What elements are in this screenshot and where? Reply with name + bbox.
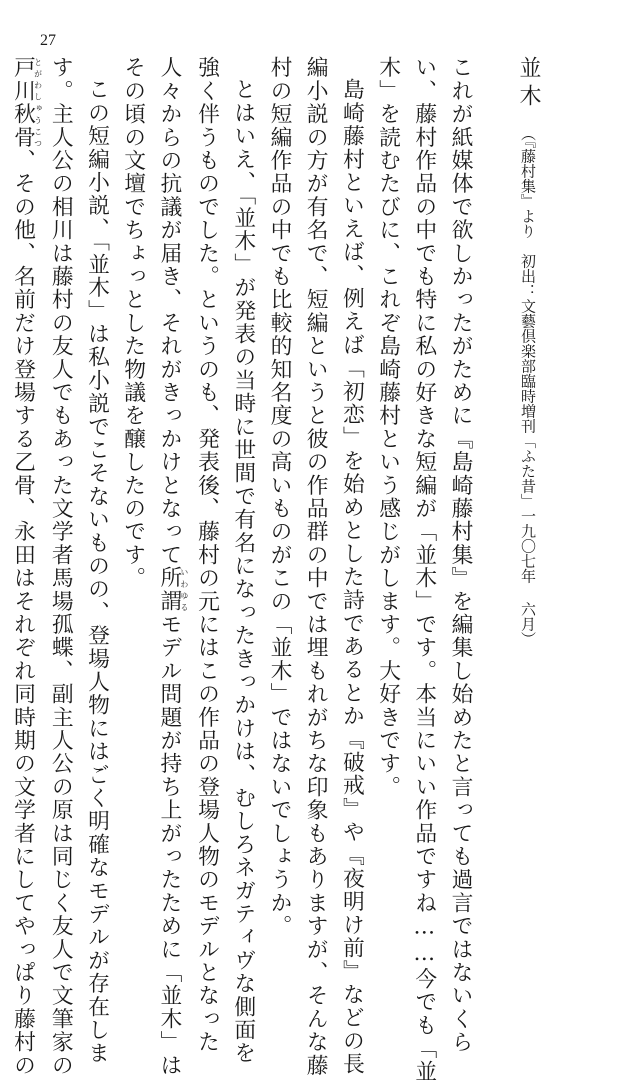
page-title: 並木 — [516, 56, 541, 112]
text-line: 島崎藤村といえば、例えば「初恋」を始めとした詩であるとか『破戒』や『夜明け前』などの長 — [339, 77, 365, 1076]
text-line: 編小説の方が有名で、短編というと彼の作品群の中では埋もれがちな印象もありますが、そんな藤 — [303, 56, 329, 1077]
body-text — [10, 56, 478, 1083]
ruby-reading: いわゆる — [179, 566, 189, 613]
text-segment: 人々からの抗議が届き、それがきっかけとなって — [156, 56, 182, 567]
publication-note: （『藤村集』より 初出：文藝倶楽部臨時増刊「ふた昔」一九〇七年 六月） — [519, 126, 537, 647]
ruby-term — [10, 56, 43, 149]
ruby-base: 所謂 — [156, 566, 182, 613]
text-line: す。主人公の相川は藤村の友人でもあった文学者馬場孤蝶、副主人公の原は同じく友人で文筆家の — [48, 56, 74, 1077]
text-line — [4, 56, 43, 1077]
text-line: 村の短編作品の中でも比較的知名度の高いものがこの「並木」ではないでしょうか。 — [266, 56, 292, 938]
page-number: 27 — [40, 32, 56, 49]
text-line: とはいえ、「並木」が発表の当時に世間で有名になったきっかけは、むしろネガティヴな側面を — [230, 77, 256, 1065]
ruby-reading: とがわしゅうこつ — [33, 56, 43, 149]
text-line: その頃の文壇でちょっとした物議を醸したのです。 — [120, 56, 146, 590]
text-line — [151, 56, 189, 1077]
text-segment: モデル問題が持ち上がったために「並木」は — [156, 612, 182, 1077]
ruby-term — [156, 566, 189, 613]
text-line: これが紙媒体で欲しかったがために『島崎藤村集』を編集し始めたと言っても過言ではないくら — [448, 56, 473, 1054]
title-column — [498, 56, 544, 816]
text-line: 強く伴うものでした。というのも、発表後、藤村の元にはこの作品の登場人物のモデルとなった — [194, 56, 220, 1054]
text-segment: 、その他、名前だけ登場する乙骨、永田はそれぞれ同時期の文学者にしてやっぱり藤村の — [10, 148, 36, 1077]
ruby-base: 戸川秋骨 — [10, 56, 36, 149]
text-line: い、藤村作品の中でも特に私の好きな短編が「並木」です。本当にいい作品ですね……今でも「並 — [411, 56, 437, 1083]
text-line: 木」を読むたびに、これぞ島崎藤村という感じがします。大好きです。 — [375, 56, 401, 799]
text-line: この短編小説、「並木」は私小説でこそないものの、登場人物にはごく明確なモデルが存在しま — [84, 77, 110, 1065]
